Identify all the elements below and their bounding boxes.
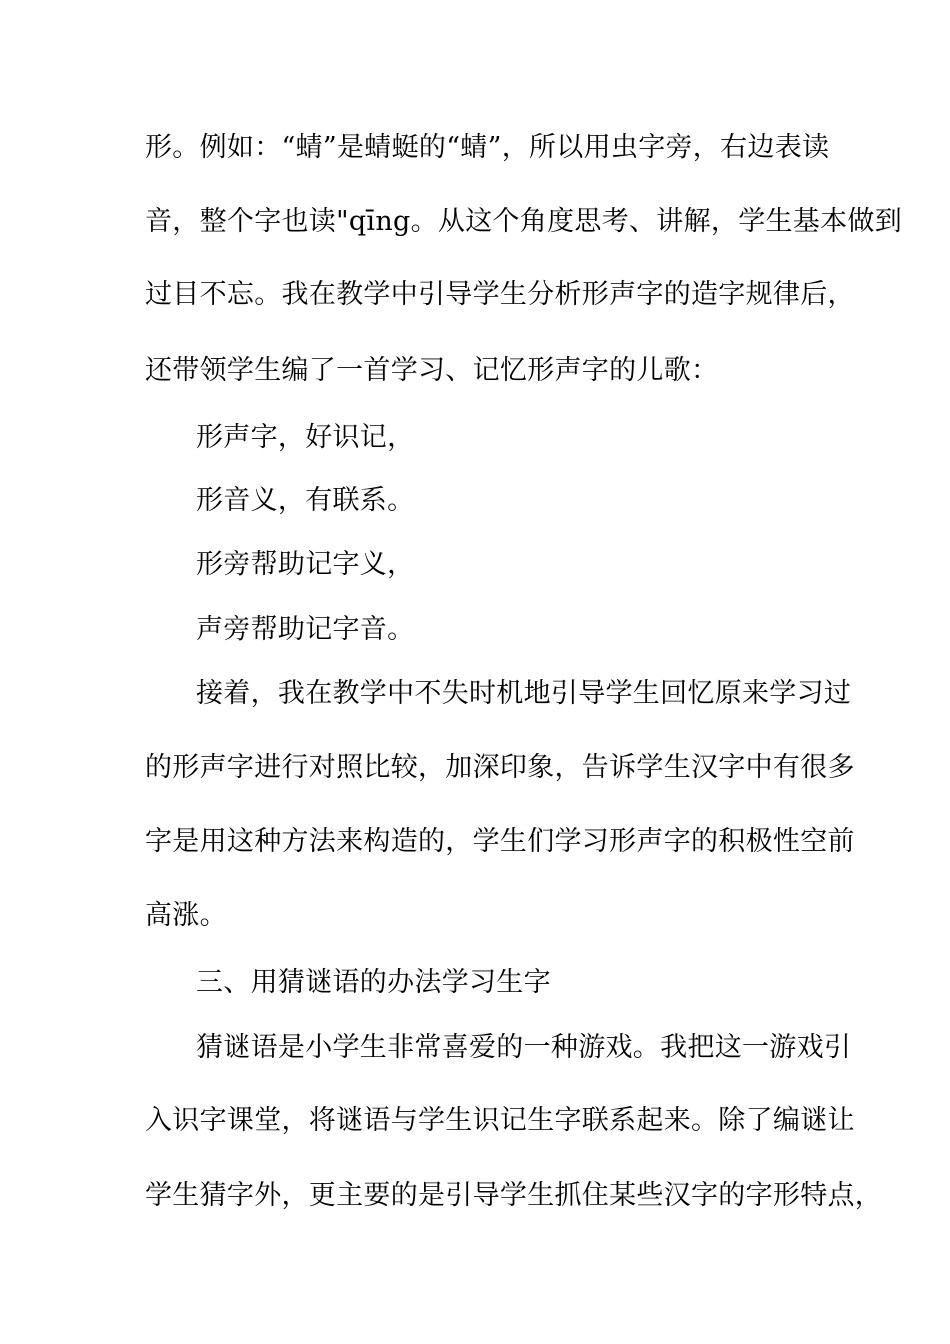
section-heading: 三、用猜谜语的办法学习生字 (196, 967, 551, 998)
poem-line: 形音义，有联系。 (196, 485, 415, 516)
text-line: 还带领学生编了一首学习、记忆形声字的儿歌： (145, 355, 719, 386)
poem-line: 声旁帮助记字音。 (196, 614, 415, 645)
text-line: 的形声字进行对照比较，加深印象，告诉学生汉字中有很多 (145, 752, 855, 783)
text-line: 形。例如：“蜻”是蜻蜓的“蜻”，所以用虫字旁，右边表读 (145, 132, 830, 163)
text-line: 入识字课堂，将谜语与学生识记生字联系起来。除了编谜让 (145, 1105, 855, 1136)
text-line: 高涨。 (145, 900, 227, 931)
text-line: 学生猜字外，更主要的是引导学生抓住某些汉字的字形特点， (145, 1180, 883, 1211)
poem-line: 形声字，好识记， (196, 422, 415, 453)
poem-line: 形旁帮助记字义， (196, 549, 415, 580)
paragraph-first-line: 猜谜语是小学生非常喜爱的一种游戏。我把这一游戏引 (196, 1032, 852, 1063)
text-line: 音，整个字也读"qīng。从这个角度思考、讲解，学生基本做到 (145, 206, 903, 237)
paragraph-first-line: 接着，我在教学中不失时机地引导学生回忆原来学习过 (196, 678, 852, 709)
text-line: 字是用这种方法来构造的，学生们学习形声字的积极性空前 (145, 826, 855, 857)
text-line: 过目不忘。我在教学中引导学生分析形声字的造字规律后， (145, 279, 855, 310)
